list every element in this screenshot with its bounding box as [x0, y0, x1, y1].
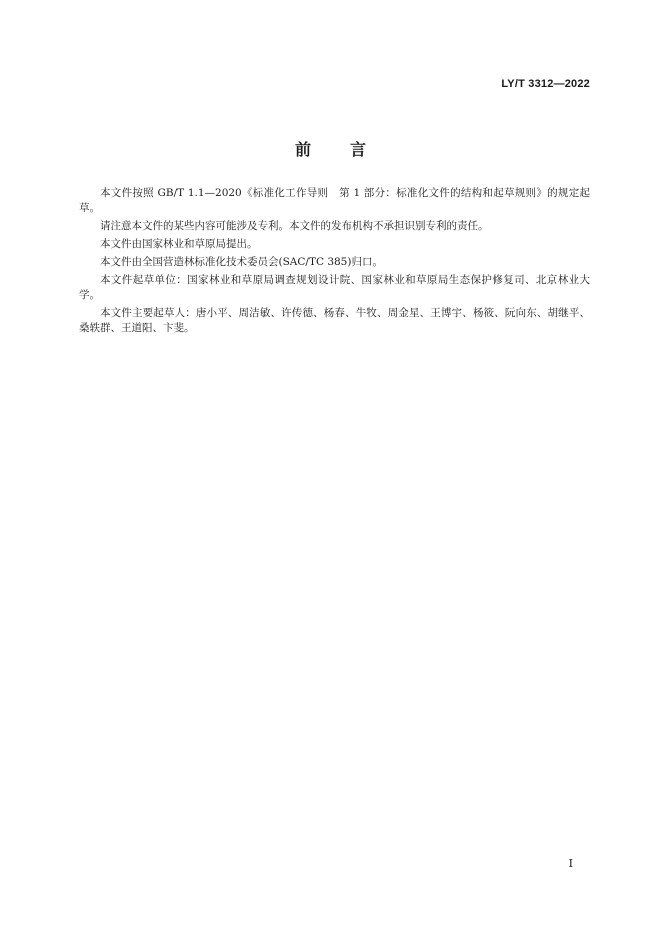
paragraph-patent-notice: 请注意本文件的某些内容可能涉及专利。本文件的发布机构不承担识别专利的责任。 [100, 220, 489, 232]
paragraph-drafting-units: 本文件起草单位：国家林业和草原局调查规划设计院、国家林业和草原局生态保护修复司、北京林业大学。 [79, 274, 590, 301]
title-char-1: 前 [294, 140, 312, 159]
paragraph-proposer: 本文件由国家林业和草原局提出。 [100, 238, 258, 250]
paragraph-committee: 本文件由全国营造林标准化技术委员会(SAC/TC 385)归口。 [100, 256, 383, 268]
standard-code: LY/T 3312—2022 [501, 78, 590, 90]
page-number: I [568, 857, 573, 870]
page-title [0, 137, 662, 160]
title-char-2: 言 [350, 140, 368, 159]
paragraph-drafting-rules: 本文件按照 GB/T 1.1—2020《标准化工作导则 第 1 部分：标准化文件的结构和起草规则》的规定起草。 [79, 187, 590, 214]
foreword-body [79, 186, 590, 339]
paragraph-drafters: 本文件主要起草人：唐小平、周洁敏、许传德、杨春、牛牧、周金星、王博宇、杨筱、阮向东、胡继平、桑轶群、王道阳、卞斐。 [79, 307, 590, 334]
